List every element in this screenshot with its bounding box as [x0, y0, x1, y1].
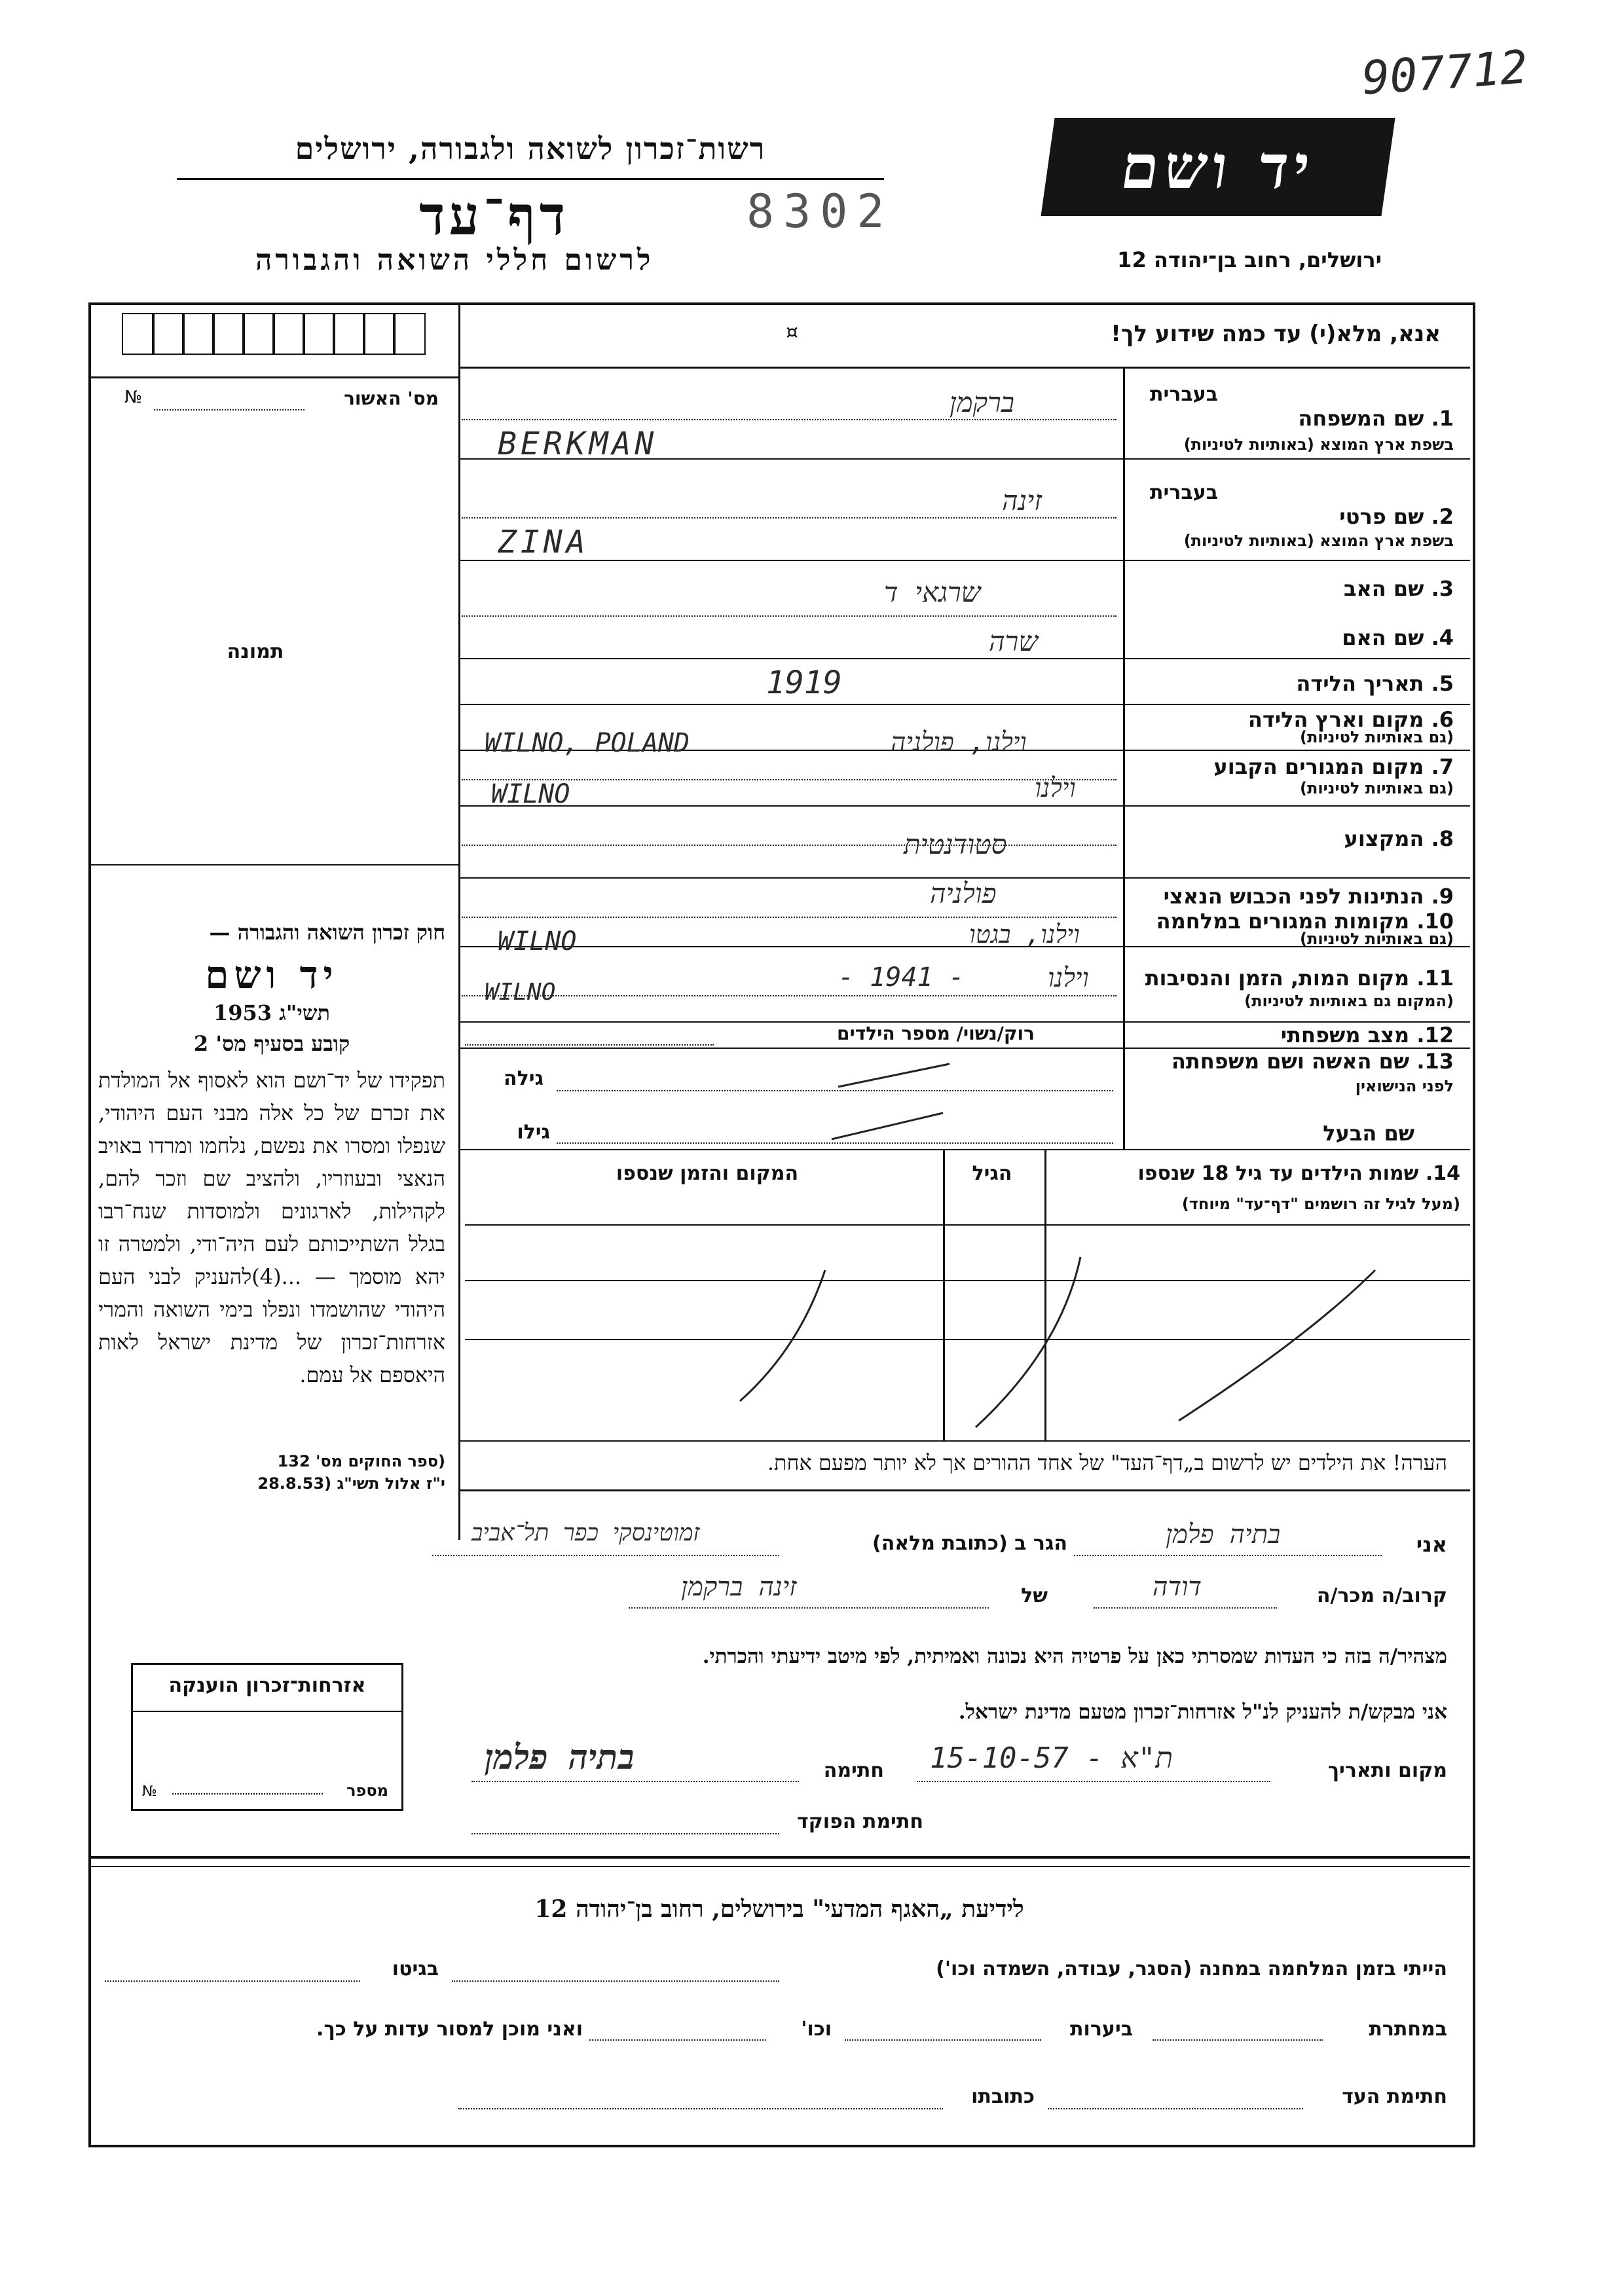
form-subtitle: לרשום חללי השואה והגבורה [255, 244, 654, 277]
footer-address-label: כתובתו [971, 2085, 1035, 2108]
signature-line [471, 1781, 799, 1782]
sub-line-3a [462, 615, 1116, 617]
field-6-text: מקום וארץ הלידה [1247, 707, 1424, 732]
value-left-border [458, 367, 460, 1149]
field-11-value-he: וילנו [1048, 963, 1089, 993]
field-12-num: 12. [1416, 1023, 1454, 1048]
signature-label: חתימה [823, 1759, 884, 1782]
empty-field-strikes [819, 1048, 1015, 1152]
field-6-value-he: וילנו, פולניה [891, 727, 1027, 757]
field-5-label [1133, 671, 1454, 696]
law-source: (ספר החוקים מס' 132 [277, 1452, 445, 1470]
relative-value: דודה [1153, 1572, 1202, 1602]
field-14-num: 14. [1425, 1162, 1460, 1185]
field-7-num: 7. [1431, 754, 1454, 779]
children-bottom-rule [458, 1440, 1470, 1442]
footer-witness-signature-label: חתימת העד [1342, 2085, 1447, 2108]
logo-text: יד ושם [1116, 132, 1320, 202]
row-rule-6 [458, 805, 1470, 807]
field-4-value: שרה [989, 625, 1038, 657]
footer-etc-label: וכו' [801, 2018, 832, 2041]
field-2-hebrew-label: בעברית [1150, 481, 1218, 504]
field-13-num: 13. [1416, 1049, 1454, 1074]
footer-forests-label: ביערות [1070, 2018, 1133, 2041]
field-8-value: סטודנטית [904, 828, 1007, 860]
row-rule-2 [458, 560, 1470, 561]
field-5-value: 1919 [766, 665, 842, 701]
header-address: ירושלים, רחוב בן־יהודה 12 [1117, 247, 1382, 272]
field-9-text: הנתינות לפני הכבוש הנאצי [1163, 884, 1424, 909]
wife-age-label: גילה [504, 1067, 544, 1090]
children-strikes [458, 1231, 1470, 1440]
row-rule-3 [458, 658, 1470, 659]
relative-label: קרוב/ה מכר/ה [1316, 1584, 1447, 1607]
cert-top-rule [88, 376, 458, 378]
instruction: אנא, מלא(י) עד כמה שידוע לך! [1111, 321, 1441, 347]
sub-line-2a [462, 517, 1116, 519]
official-signature-label: חתימת הפוקד [797, 1810, 923, 1833]
field-10-value-he: וילנו, בגטו [969, 920, 1080, 949]
children-note: הערה! את הילדים יש לרשום ב„דף־העד" של אחד ההורים אך לא יותר מפעם אחת. [767, 1450, 1447, 1475]
declaration-statement: מצהיר/ה בזה כי העדות שמסרתי כאן על פרטיה היא נכונה ואמיתית, לפי מיטב ידיעתי והכרתי. [702, 1645, 1447, 1668]
field-2-label [1133, 504, 1454, 529]
footer-forests-line [845, 2039, 1041, 2041]
children-header-rule [465, 1224, 1470, 1226]
address-line [432, 1555, 779, 1556]
footer-witness-signature-line [1048, 2108, 1303, 2109]
footer-ghetto-label: בגיטו [392, 1958, 439, 1980]
children-place-header: המקום והזמן שנספו [616, 1162, 799, 1185]
footer-underground-line [1153, 2039, 1323, 2041]
citizenship-no-mark: № [142, 1783, 157, 1800]
field-4-label [1133, 625, 1454, 650]
field-1-hebrew-label: בעברית [1150, 383, 1218, 406]
field-9-label [1133, 884, 1454, 909]
citizenship-title: אזרחות־זכרון הוענקה [168, 1674, 366, 1697]
field-3-label [1133, 576, 1454, 601]
footer-etc-line [589, 2039, 766, 2041]
field-10-text: מקומות המגורים במלחמה [1156, 909, 1410, 934]
cert-number-line [154, 409, 304, 410]
instruction-mark: ¤ [786, 321, 799, 344]
address-value: זמוטינסקי כפר תל־אביב [471, 1520, 700, 1546]
footer-camp-line [452, 1980, 779, 1982]
field-5-num: 5. [1431, 671, 1454, 696]
field-6-note: (גם באותיות לטיניות) [1300, 728, 1454, 746]
field-11-label [1133, 966, 1454, 991]
checkbox-grid [118, 313, 426, 378]
signature-value: בתיה פלמן [485, 1738, 635, 1777]
place-date-label: מקום ותאריך [1327, 1759, 1447, 1782]
field-12-label [1133, 1023, 1454, 1048]
field-10-num: 10. [1416, 909, 1454, 934]
field-8-text: המקצוע [1344, 826, 1424, 851]
field-5-text: תאריך הלידה [1296, 671, 1424, 696]
law-name: יד ושם [205, 953, 339, 997]
form-title: דף־עד [419, 185, 570, 247]
field-14-text: שמות הילדים עד גיל 18 שנספו [1137, 1162, 1419, 1185]
children-age-header: הגיל [972, 1162, 1012, 1185]
field-10-note: (גם באותיות לטיניות) [1300, 930, 1454, 948]
law-text: תפקידו של יד־ושם הוא לאסוף אל המולדת את זכרם של כל אלה מבני העם היהודי, שנפלו ומסרו את נפשם, נלחמו ומרדו באויב הנאצי ובעוזריו, ולהציב שם וזכר להם, לקהילות, לארגונים ולמוסדות שנח־רבו בגלל השתייכותם לעם היה־ודי, ולמטרה זו יהא מוסמך — ...(4)להעניק לבני העם היהודי שהושמדו ונפלו בימי השואה והמרי אזרחות־זכרון של מדינת ישראל לאות היאספם אל עמם. [98, 1068, 446, 1387]
field-13-text: שם האשה ושם משפחתה [1171, 1049, 1410, 1074]
footer-underground-label: במחתרת [1369, 2018, 1447, 2041]
law-clause: קובע בסעיף מס' 2 [193, 1031, 350, 1056]
note-bottom-rule [458, 1489, 1470, 1491]
footer-testify-label: ואני מוכן למסור עדות על כך. [316, 2018, 583, 2041]
field-1-label [1133, 406, 1454, 431]
field-11-value-latin: WILNO [485, 979, 556, 1006]
field-12-text: מצב משפחתי [1280, 1023, 1410, 1048]
field-11-num: 11. [1416, 966, 1454, 991]
field-1-text: שם המשפחה [1298, 406, 1424, 431]
field-7-value-he: וילנו [1035, 773, 1076, 803]
law-source-date: י"ז אלול תשי"ג (28.8.53 [257, 1474, 445, 1493]
footer-rule-2 [88, 1866, 1470, 1867]
of-line [629, 1607, 989, 1609]
field-2-text: שם פרטי [1339, 504, 1424, 529]
field-8-num: 8. [1431, 826, 1454, 851]
footer-title: לידיעת „האגף המדעי" בירושלים, רחוב בן־יהודה 12 [534, 1895, 1024, 1923]
relative-line [1094, 1607, 1277, 1609]
sub-line-9a [462, 917, 1116, 918]
place-date-line [917, 1781, 1270, 1782]
field-13-note: לפני הנישואין [1355, 1077, 1454, 1095]
field-4-text: שם האם [1342, 625, 1424, 650]
label-column-divider [1123, 367, 1125, 1149]
field-2-foreign-label: בשפת ארץ המוצא (באותיות לטיניות) [1183, 532, 1454, 550]
field-2-value-latin: ZINA [498, 524, 589, 560]
official-signature-line [471, 1833, 779, 1834]
law-top-rule [88, 864, 458, 866]
of-value: זינה ברקמן [681, 1572, 797, 1602]
children-count-line [465, 1044, 714, 1046]
field-11-text: מקום המות, הזמן והנסיבות [1145, 966, 1410, 991]
family-status-options: רוק/נשוי/ מספר הילדים [837, 1023, 1035, 1044]
address-label: הגר ב (כתובת מלאה) [872, 1532, 1067, 1555]
declarant-label: אני [1416, 1532, 1447, 1557]
field-14-label [1054, 1162, 1460, 1185]
field-11-note: (המקום גם באותיות לטיניות) [1244, 992, 1454, 1010]
field-4-num: 4. [1431, 625, 1454, 650]
field-6-num: 6. [1431, 707, 1454, 732]
citizenship-number-line [172, 1793, 323, 1795]
field-7-label [1133, 754, 1454, 779]
footer-rule-1 [88, 1856, 1470, 1859]
cert-number-label: מס' האשור [344, 388, 439, 409]
archive-number: 907712 [1360, 40, 1530, 105]
citizenship-request: אני מבקש/ת להעניק לנ"ל אזרחות־זכרון מטעם מדינת ישראל. [958, 1700, 1447, 1724]
citizenship-box [131, 1663, 403, 1811]
law-year: תשי"ג 1953 [213, 1000, 330, 1025]
field-10-value-latin: WILNO [498, 926, 577, 957]
declarant-line [1074, 1555, 1382, 1556]
field-3-value: שרגאי ד [884, 576, 981, 608]
field-7-note: (גם באותיות לטיניות) [1300, 779, 1454, 797]
field-14-note: (מעל לגיל זה רושמים "דף־עד" מיוחד) [1181, 1195, 1460, 1213]
field-6-value-latin: WILNO, POLAND [485, 728, 690, 758]
of-label: של [1021, 1584, 1048, 1607]
citizenship-number-label: מספר [346, 1781, 388, 1800]
authority-name: רשות־זכרון לשואה ולגבורה, ירושלים [295, 131, 766, 166]
field-1-foreign-label: בשפת ארץ המוצא (באותיות לטיניות) [1183, 435, 1454, 454]
instruction-rule [458, 367, 1470, 369]
husband-label: שם הבעל [1323, 1121, 1414, 1146]
cert-no-mark: № [124, 388, 143, 407]
yad-vashem-logo [1041, 118, 1395, 216]
stamp-number: 8302 [747, 185, 894, 238]
field-7-value-latin: WILNO [491, 779, 570, 809]
field-3-num: 3. [1431, 576, 1454, 601]
declarant-value: בתיה פלמן [1166, 1520, 1281, 1550]
field-9-value: פולניה [930, 877, 997, 909]
sub-line-1a [462, 419, 1116, 420]
husband-age-label: גילו [517, 1121, 550, 1144]
footer-camp-label: הייתי בזמן המלחמה במחנה (הסגר, עבודה, השמדה וכו') [936, 1958, 1447, 1980]
field-11-value-year: - 1941 - [838, 962, 965, 993]
field-9-num: 9. [1431, 884, 1454, 909]
row-rule-4 [458, 704, 1470, 705]
field-1-value-latin: BERKMAN [498, 426, 658, 462]
field-8-label [1133, 826, 1454, 851]
authority-underline [177, 178, 884, 180]
footer-address-line [458, 2108, 943, 2109]
sub-line-11a [462, 995, 1116, 996]
field-2-value-he: זינה [1002, 484, 1042, 517]
footer-ghetto-line [105, 1980, 360, 1982]
field-13-label [1133, 1049, 1454, 1074]
field-2-num: 2. [1431, 504, 1454, 529]
field-3-text: שם האב [1343, 576, 1424, 601]
law-title: חוק זכרון השואה והגבורה — [209, 920, 445, 945]
field-1-num: 1. [1431, 406, 1454, 431]
field-7-text: מקום המגורים הקבוע [1213, 754, 1424, 779]
field-1-value-he: ברקמן [950, 386, 1014, 418]
place-date-value: ת"א - 15-10-57 [930, 1741, 1173, 1775]
sub-line-7a [462, 845, 1116, 846]
photo-label: תמונה [227, 640, 284, 663]
